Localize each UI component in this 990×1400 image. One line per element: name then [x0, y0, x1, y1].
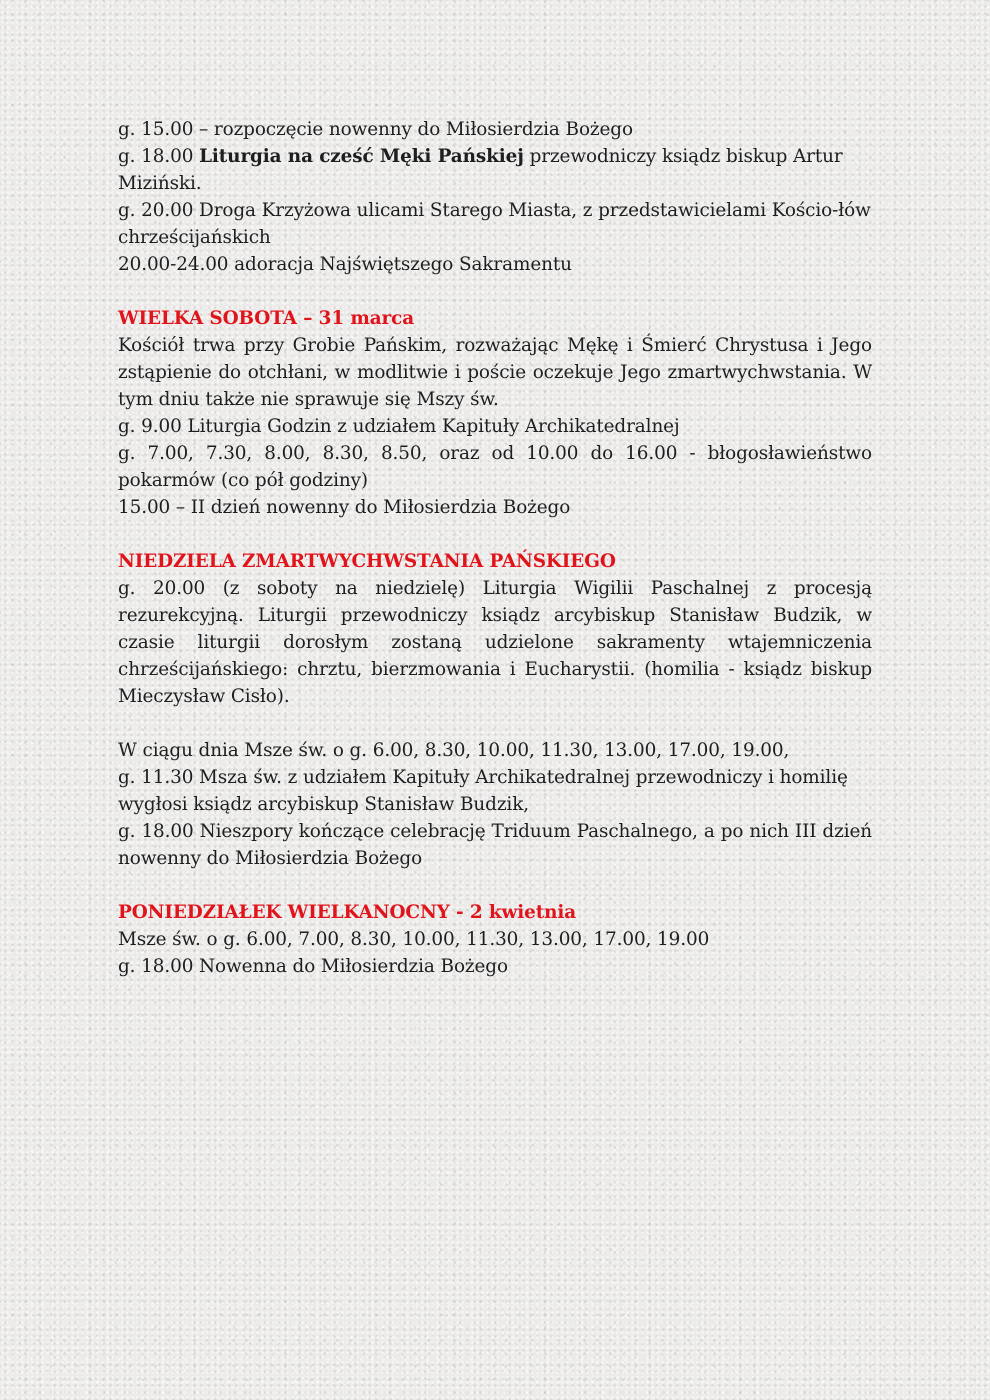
- passion-liturgy-line: [118, 143, 872, 197]
- sunday-masses-line: W ciągu dnia Msze św. o g. 6.00, 8.30, 10.00, 11.30, 13.00, 17.00, 19.00,: [118, 740, 790, 761]
- monday-novena-line: g. 18.00 Nowenna do Miłosierdzia Bożego: [118, 956, 508, 977]
- spacer: [118, 278, 872, 305]
- food-blessing-line: g. 7.00, 7.30, 8.00, 8.30, 8.50, oraz od 10.00 do 16.00 - błogosławieństwo pokarmów (co pół godziny): [118, 443, 872, 491]
- chapter-mass-line: g. 11.30 Msza św. z udziałem Kapituły Archikatedralnej przewodniczy i homilię wygłosi ksiądz arcybiskup Stanisław Budzik,: [118, 767, 848, 815]
- vespers-line: g. 18.00 Nieszpory kończące celebrację Triduum Paschalnego, a po nich III dzień nowenny do Miłosierdzia Bożego: [118, 821, 872, 869]
- passion-liturgy-time: g. 18.00: [118, 146, 200, 167]
- easter-monday-heading: PONIEDZIAŁEK WIELKANOCNY - 2 kwietnia: [118, 902, 577, 923]
- passion-liturgy-celebrant: przewodniczy ksiądz biskup Artur Miziński.: [118, 146, 843, 194]
- holy-saturday-heading: WIELKA SOBOTA – 31 marca: [118, 308, 415, 329]
- spacer: [118, 872, 872, 899]
- adoration-line: 20.00-24.00 adoracja Najświętszego Sakramentu: [118, 254, 572, 275]
- spacer: [118, 710, 872, 737]
- passion-liturgy-title: Liturgia na cześć Męki Pańskiej: [199, 146, 524, 167]
- easter-sunday-heading: NIEDZIELA ZMARTWYCHWSTANIA PAŃSKIEGO: [118, 551, 616, 572]
- liturgy-of-hours-line: g. 9.00 Liturgia Godzin z udziałem Kapituły Archikatedralnej: [118, 416, 680, 437]
- spacer: [118, 521, 872, 548]
- document-body: [118, 116, 872, 980]
- second-novena-day-line: 15.00 – II dzień nowenny do Miłosierdzia Bożego: [118, 497, 571, 518]
- way-of-cross-line: g. 20.00 Droga Krzyżowa ulicami Starego Miasta, z przedstawicielami Kościo-łów chrześcijańskich: [118, 200, 871, 248]
- holy-saturday-description: Kościół trwa przy Grobie Pańskim, rozważając Mękę i Śmierć Chrystusa i Jego zstąpienie do otchłani, w modlitwie i poście oczekuje Jego zmartwychwstania. W tym dniu także nie sprawuje się Mszy św.: [118, 335, 872, 410]
- monday-masses-line: Msze św. o g. 6.00, 7.00, 8.30, 10.00, 11.30, 13.00, 17.00, 19.00: [118, 929, 710, 950]
- easter-vigil-paragraph: g. 20.00 (z soboty na niedzielę) Liturgia Wigilii Paschalnej z procesją rezurekcyjną. Liturgii przewodniczy ksiądz arcybiskup Stanisław Budzik, w czasie liturgii dorosłym zostaną udzielone sakramenty wtajemniczenia chrześcijańskiego: chrztu, bierzmowania i Eucharystii. (homilia - ksiądz biskup Mieczysław Cisło).: [118, 578, 872, 707]
- novena-start-line: g. 15.00 – rozpoczęcie nowenny do Miłosierdzia Bożego: [118, 119, 633, 140]
